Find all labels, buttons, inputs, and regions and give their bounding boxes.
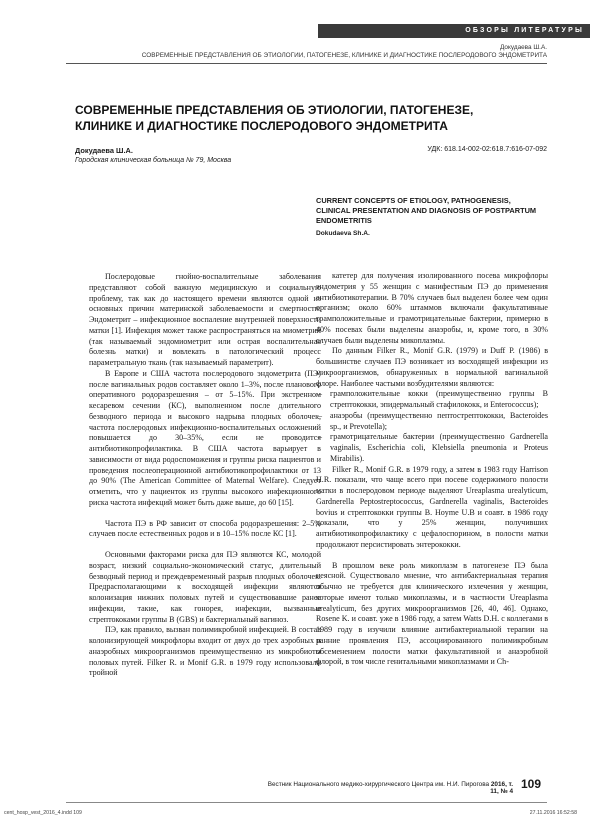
paragraph: В Европе и США частота послеродового эндометрита (ПЭ) после вагинальных родов составляет около 1–3%, после планового оперативного родоразрешения – от 5–15%. При экстренном кесаревом сечении (КС), выполненном после длительного безводного периода и высокого надрыва плодных оболочек, частота послеродовых инфекционно-воспалительных осложнений повышается до 30–35%, если не проводится антибиотикопрофилактика. В США частота варьирует в зависимости от вида родоспоможения и группы риска пациентов и проведения послеоперационной антибиотикопрофилактики от 13 до 90% (The American Committee of Maternal Welfare). Следует отметить, что у пациенток из группы высокого инфекционного риска частота инфекций может быть даже выше, до 60 [15]. xyxy=(89,368,321,507)
author-affiliation: Городская клиническая больница № 79, Москва xyxy=(75,157,232,164)
list-item: – грамотрицательные бактерии (преимущественно Gardnerella vaginalis, Escherichia coli, Klebsiella pneumonia и Proteus Mirabilis). xyxy=(316,432,548,464)
paragraph: Послеродовые гнойно-воспалительные заболевания представляют собой важную медицинскую и социальную проблему, так как до настоящего времени являются одной из основных причин материнской заболеваемости и смертности. Эндометрит – инфекционное воспаление внутренней поверхности матки [1]. Инфекция может также распространяться на миометрий (так называемый эндомиометрит или острая воспалительная болезнь матки) и вовлекать в патологический процесс параметральную ткань (так называемый параметрит). xyxy=(89,272,321,367)
paragraph: Filker R., Monif G.R. в 1979 году, а затем в 1983 году Harrison H.R. показали, что чаще всего при посеве содержимого полости матки в послеродовом периоде выделяют Ureaplasma urealyticum, Gardnerella Peptostreptococcus, Gardnerella vaginalis, Bacteroides bovius и стрептококки группы B. Hoyme U.B и соавт. в 1986 году доказали, что у 25% женщин, получивших антибиотикопрофилактику с цефалоспорином, в полости матки продолжают персистировать энтерококки. xyxy=(316,464,548,549)
left-text-column xyxy=(89,272,321,679)
print-slug-file: cent_hosp_vest_2016_4.indd 109 xyxy=(4,810,82,816)
print-slug-timestamp: 27.11.2016 16:52:58 xyxy=(529,810,577,816)
paragraph: ПЭ, как правило, вызван полимикробной инфекцией. В состав колонизирующей микрофлоры входит от двух до трех аэробных и анаэробных микроорганизмов преимущественно из микробиоты половых путей. Filker R. и Monif G.R. в 1979 году использовали тройной xyxy=(89,625,321,678)
footer-journal-name: Вестник Национального медико-хирургического Центра им. Н.И. Пирогова xyxy=(267,781,490,788)
paragraph: Основными факторами риска для ПЭ являются КС, молодой возраст, низкий социально-экономический статус, длительный безводный период и преждевременный разрыв плодных оболочек. Предрасполагающими к восходящей инфекции являются колонизация нижних половых путей и существовавшие ранее инфекции, такие, как гонорея, инфекции, вызванные стрептококами группы B (GBS) и бактериальный вагиноз. xyxy=(89,550,321,624)
list-item: – анаэробы (преимущественно пептострептококки, Bacteroides sp., и Prevotella); xyxy=(316,411,548,433)
header-divider xyxy=(66,63,547,64)
english-title xyxy=(316,196,556,226)
running-head-author: Докудаева Ш.А. xyxy=(500,44,547,51)
paragraph: По данным Filker R., Monif G.R. (1979) и Duff P. (1986) в большинстве случаев ПЭ возникает из восходящей инфекции из микроорганизмов, обнаруженных в нормальной вагинальной флоре. Наиболее частыми возбудителями являются: xyxy=(316,346,548,388)
english-title-line: ENDOMETRITIS xyxy=(316,216,372,225)
article-title-line: КЛИНИКЕ И ДИАГНОСТИКЕ ПОСЛЕРОДОВОГО ЭНДОМЕТРИТА xyxy=(75,119,448,133)
article-title-line: СОВРЕМЕННЫЕ ПРЕДСТАВЛЕНИЯ ОБ ЭТИОЛОГИИ, ПАТОГЕНЕЗЕ, xyxy=(75,103,474,117)
right-text-column xyxy=(316,271,548,668)
paragraph: Частота ПЭ в РФ зависит от способа родоразрешения: 2–5% случаев после естественных родов и в 10–15% после КС [1]. xyxy=(89,518,321,539)
author-name: Докудаева Ш.А. xyxy=(75,146,133,155)
list-item: – грамположительные кокки (преимущественно группы В стрептококки, эпидермальный стафилококк, и Enterococcus); xyxy=(316,389,548,411)
paragraph: катетер для получения изолированного посева микрофлоры эндометрия у 55 женщин с манифестным ПЭ до применения антибиотикотерапии. В 70% случаев был выделен более чем один организм; около 60% штаммов включали факультативные грамположительные и грамотрицательные бактерии, примерно в 40% посевах были выделены анаэробы, и, кроме того, в 30% случаев были выделены микоплазмы. xyxy=(316,271,548,345)
running-head-title: СОВРЕМЕННЫЕ ПРЕДСТАВЛЕНИЯ ОБ ЭТИОЛОГИИ, ПАТОГЕНЕЗЕ, КЛИНИКЕ И ДИАГНОСТИКЕ ПОСЛЕРОДОВОГО ЭНДОМЕТРИТА xyxy=(141,52,547,59)
paragraph: В прошлом веке роль микоплазм в патогенезе ПЭ была неясной. Существовало мнение, что антибактериальная терапия обычно не требуется для клинического излечения у женщин, которые имеют только микоплазмы, и в частности Ureaplasma urealyticum, без других микроорганизмов [26, 40, 46]. Однако, Rosene K. и соавт. уже в 1986 году, а затем Watts D.H. с коллегами в 1989 году в изучили влияние антибактериальной терапии на ранние проявления ПЭ, ассоциированного полимикробным обсеменением полости матки факультативной и анаэробной флорой, в том числе генитальными микоплазмами и Ch- xyxy=(316,560,548,667)
english-author-name: Dokudaeva Sh.A. xyxy=(316,230,370,237)
footer-journal-info xyxy=(265,781,513,795)
english-title-line: CURRENT CONCEPTS OF ETIOLOGY, PATHOGENESIS, xyxy=(316,196,511,205)
footer-divider xyxy=(66,802,547,803)
page-number: 109 xyxy=(521,777,542,791)
footer-issue: 2016, т. 11, № 4 xyxy=(490,781,513,795)
article-title xyxy=(75,102,475,134)
pathogen-list xyxy=(316,389,548,464)
section-rubric: ОБЗОРЫ ЛИТЕРАТУРЫ xyxy=(318,24,590,38)
english-title-line: CLINICAL PRESENTATION AND DIAGNOSIS OF POSTPARTUM xyxy=(316,206,537,215)
udk-code: УДК: 618.14-002-02:618.7:616-07-092 xyxy=(427,146,547,153)
